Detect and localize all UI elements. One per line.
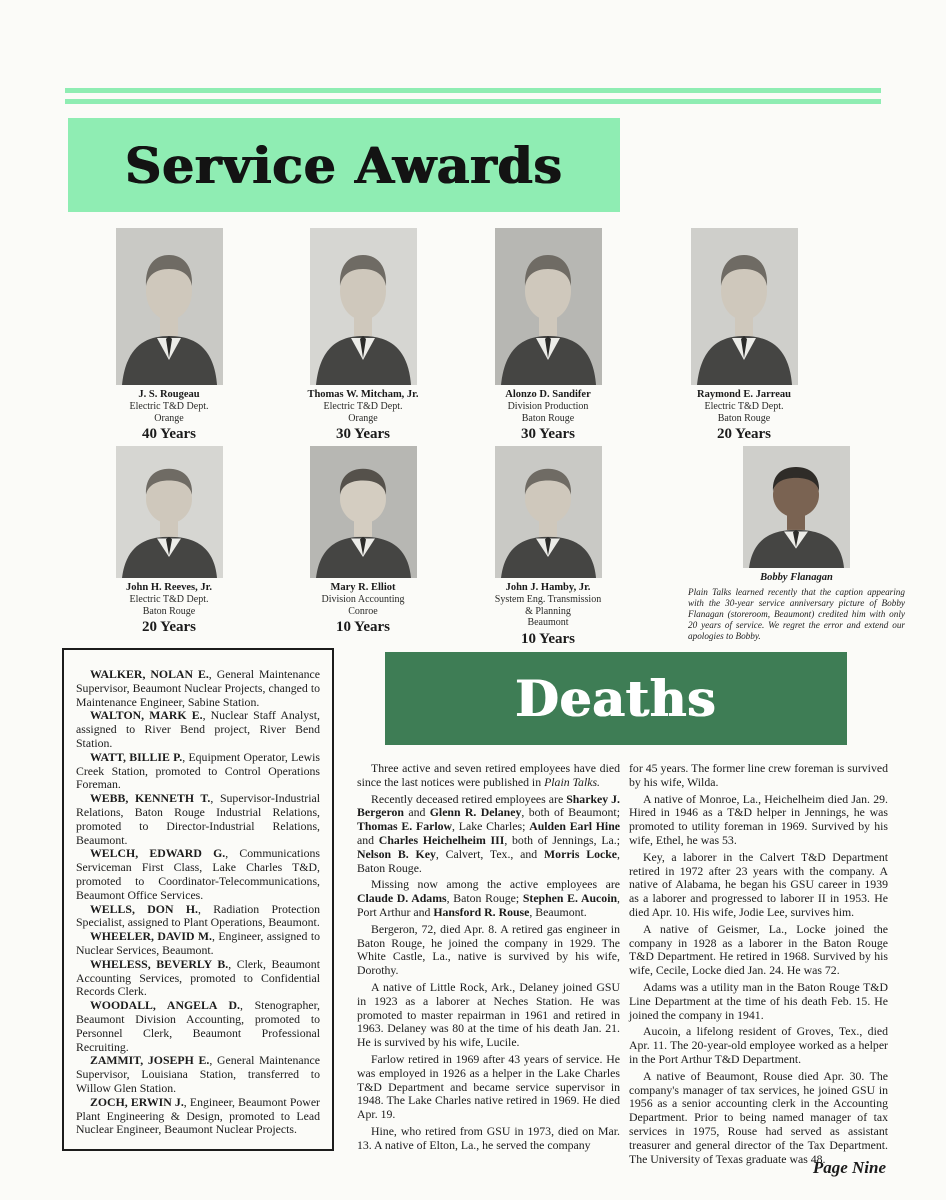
service-years: 10 Years [520, 631, 576, 648]
employee-caption-line: Orange [348, 412, 378, 424]
employee-name: Raymond E. Jarreau [696, 389, 792, 400]
deaths-paragraph: Key, a laborer in the Calvert T&D Department retired in 1972 after 23 years with the company. A native of Alabama, he began his GSU career in 1939 as a laborer and progressed to laborer II in 1953. He died Apr. 10. His wife, Jodie Lee, survives him. [629, 849, 888, 919]
promotion-entry: WALTON, MARK E., Nuclear Staff Analyst, assigned to River Bend project, River Bend Station. [76, 708, 320, 750]
promotion-entry: WALKER, NOLAN E., General Maintenance Supervisor, Beaumont Nuclear Projects, changed to Maintenance Engineer, Sabine Station. [76, 667, 320, 709]
award-card [79, 228, 259, 443]
employee-photo [743, 446, 850, 568]
employee-caption-line: Orange [154, 412, 184, 424]
portrait-photo-illustration [691, 228, 798, 385]
promotion-entry-name: WELCH, EDWARD G. [90, 846, 226, 861]
portrait-photo-illustration [495, 228, 602, 385]
promotion-entry-name: ZAMMIT, JOSEPH E. [90, 1053, 210, 1068]
promotion-entry: ZOCH, ERWIN J., Engineer, Beaumont Power Plant Engineering & Design, promoted to Lead Nuclear Engineer, Beaumont Nuclear Projects. [76, 1094, 320, 1137]
portrait-photo-illustration [310, 228, 417, 385]
top-rule-2 [65, 99, 881, 104]
award-card [458, 446, 638, 648]
service-years: 20 Years [141, 619, 197, 636]
deaths-column-2 [629, 762, 888, 1169]
portrait-photo-illustration [743, 446, 850, 568]
employee-photo [116, 228, 223, 385]
promotion-entry-name: WALKER, NOLAN E. [90, 667, 209, 681]
employee-photo [495, 446, 602, 578]
employee-name: Mary R. Elliot [330, 582, 396, 593]
deaths-title: Deaths [515, 669, 717, 728]
portrait-photo-illustration [116, 446, 223, 578]
deaths-paragraph: A native of Little Rock, Ark., Delaney joined GSU in 1923 as a laborer at Neches Station. He was promoted to master repairman in 1961 and retired in 1963. Delaney was 80 at the time of his death Jan. 21. He is survived by his wife, Lucile. [357, 979, 620, 1050]
deaths-column-1 [357, 762, 620, 1156]
award-card [273, 446, 453, 636]
deaths-paragraph: Recently deceased retired employees are Sharkey J. Bergeron and Glenn R. Delaney, both of Beaumont; Thomas E. Farlow, Lake Charles; Aulden Earl Hine and Charles Heichelheim III, both of Jennings, La.; Nelson B. Key, Calvert, Tex., and Morris Locke, Baton Rouge. [357, 791, 620, 875]
caption-correction-note: Plain Talks learned recently that the caption appearing with the 30-year service anniversary picture of Bobby Flanagan (storeroom, Beaumont) credited him with only 20 years of service. We regret the error and extend our apologies to Bobby. [688, 587, 905, 642]
employee-caption-line: Electric T&D Dept. [704, 401, 784, 413]
service-years: 10 Years [335, 619, 391, 636]
employee-name: Thomas W. Mitcham, Jr. [307, 389, 419, 400]
employee-photo [495, 228, 602, 385]
employee-photo [310, 446, 417, 578]
deaths-paragraph: Bergeron, 72, died Apr. 8. A retired gas engineer in Baton Rouge, he joined the company in 1929. The White Castle, La., native is survived by his wife, Dorothy. [357, 921, 620, 978]
service-years: 40 Years [141, 426, 197, 443]
promotion-entry: WHELESS, BEVERLY B., Clerk, Beaumont Accounting Services, promoted to Confidential Records Clerk. [76, 956, 320, 999]
deaths-paragraph: A native of Geismer, La., Locke joined the company in 1928 as a laborer in the Baton Rouge T&D Department. He retired in 1968. Survived by his wife, Cecile, Locke died Jan. 24. He was 72. [629, 921, 888, 978]
portrait-photo-illustration [116, 228, 223, 385]
employee-caption-line: System Eng. Transmission [494, 594, 602, 606]
service-awards-title: Service Awards [125, 135, 563, 195]
page-number: Page Nine [812, 1158, 886, 1177]
service-years: 30 Years [335, 426, 391, 443]
award-card [654, 228, 834, 443]
portrait-photo-illustration [495, 446, 602, 578]
promotion-entry: WELLS, DON H., Radiation Protection Specialist, assigned to Plant Operations, Beaumont. [76, 901, 320, 930]
employee-caption-line: Baton Rouge [142, 605, 196, 617]
promotions-box [62, 648, 334, 1151]
employee-caption-line: & Planning [525, 605, 571, 617]
employee-caption-line: Conroe [348, 605, 378, 617]
employee-name: John J. Hamby, Jr. [505, 582, 591, 593]
deaths-paragraph: Aucoin, a lifelong resident of Groves, Tex., died Apr. 11. The 20-year-old employee worked as a helper in the Port Arthur T&D Department. [629, 1024, 888, 1066]
employee-caption-line: Electric T&D Dept. [129, 594, 209, 606]
employee-photo [116, 446, 223, 578]
top-rule-1 [65, 88, 881, 93]
promotion-entry-name: WATT, BILLIE P. [90, 749, 183, 764]
promotion-entry-name: WHEELER, DAVID M. [90, 929, 212, 944]
service-years: 20 Years [716, 426, 772, 443]
portrait-photo-illustration [310, 446, 417, 578]
deaths-banner [385, 652, 847, 745]
promotion-entry: WHEELER, DAVID M., Engineer, assigned to Nuclear Services, Beaumont. [76, 929, 321, 957]
employee-caption-line: Division Accounting [321, 594, 405, 606]
promotion-entry-name: WELLS, DON H. [90, 901, 198, 916]
promotion-entry: ZAMMIT, JOSEPH E., General Maintenance Supervisor, Louisiana Station, transferred to Willow Glen Station. [76, 1053, 320, 1095]
employee-name: J. S. Rougeau [138, 389, 200, 400]
employee-photo [691, 228, 798, 385]
deaths-paragraph: A native of Monroe, La., Heichelheim died Jan. 29. Hired in 1946 as a T&D helper in Jennings, he was promoted to utility foreman in 1969. Survived by his wife, Ethel, he was 53. [629, 791, 888, 847]
service-years: 30 Years [520, 426, 576, 443]
promotion-entry: WATT, BILLIE P., Equipment Operator, Lewis Creek Station, promoted to Control Operations Foreman. [76, 749, 320, 792]
award-card [79, 446, 259, 636]
deaths-paragraph: A native of Beaumont, Rouse died Apr. 30. The company's manager of tax services, he joined GSU in 1956 as a senior accounting clerk in the Accounting Department. Prior to being named manager of tax services in 1975, Rouse had served as assistant treasurer and general director of the Tax Department. The University of Texas graduate was 48. [629, 1068, 888, 1166]
service-awards-banner [68, 118, 620, 212]
deaths-paragraph: Hine, who retired from GSU in 1973, died on Mar. 13. A native of Elton, La., he served the company [357, 1123, 620, 1152]
employee-caption-line: Beaumont [527, 617, 569, 629]
employee-name: Alonzo D. Sandifer [505, 389, 591, 400]
promotion-entry: WELCH, EDWARD G., Communications Serviceman First Class, Lake Charles T&D, promoted to Coordinator-Telecommunications, Beaumont Office Services. [76, 846, 320, 902]
award-card [458, 228, 638, 443]
promotion-entry-name: ZOCH, ERWIN J. [90, 1094, 184, 1109]
promotion-entry: WEBB, KENNETH T., Supervisor-Industrial Relations, Baton Rouge Industrial Relations, promoted to Director-Industrial Relations, Beaumont. [76, 791, 320, 847]
deaths-paragraph: Three active and seven retired employees have died since the last notices were published in Plain Talks. [357, 761, 620, 789]
award-card [688, 446, 905, 642]
promotion-entry-name: WALTON, MARK E. [90, 708, 203, 723]
employee-caption-line: Electric T&D Dept. [323, 401, 403, 413]
employee-caption-line: Baton Rouge [521, 412, 575, 424]
promotion-entry: WOODALL, ANGELA D., Stenographer, Beaumont Division Accounting, promoted to Personnel Clerk, Beaumont Professional Recruiting. [76, 998, 320, 1054]
deaths-paragraph: Adams was a utility man in the Baton Rouge T&D Line Department at the time of his death Feb. 15. He joined the company in 1941. [629, 979, 888, 1022]
employee-photo [310, 228, 417, 385]
employee-name: John H. Reeves, Jr. [126, 582, 212, 593]
promotion-entry-name: WOODALL, ANGELA D. [90, 998, 240, 1013]
deaths-paragraph: Missing now among the active employees are Claude D. Adams, Baton Rouge; Stephen E. Aucoin, Port Arthur and Hansford R. Rouse, Beaumont. [357, 877, 620, 919]
promotion-entry-name: WHELESS, BEVERLY B. [90, 956, 229, 971]
employee-caption-line: Baton Rouge [717, 412, 771, 424]
promotion-entry-name: WEBB, KENNETH T. [90, 791, 211, 806]
employee-name: Bobby Flanagan [760, 572, 833, 583]
employee-caption-line: Division Production [507, 401, 589, 413]
deaths-paragraph: Farlow retired in 1969 after 43 years of service. He was employed in 1926 as a helper in the Lake Charles T&D Department and became service supervisor in 1948. The Lake Charles native retired in 1969. He died Apr. 19. [357, 1051, 620, 1122]
employee-caption-line: Electric T&D Dept. [129, 401, 209, 413]
award-card [273, 228, 453, 443]
deaths-paragraph: for 45 years. The former line crew foreman is survived by his wife, Wilda. [629, 761, 888, 789]
